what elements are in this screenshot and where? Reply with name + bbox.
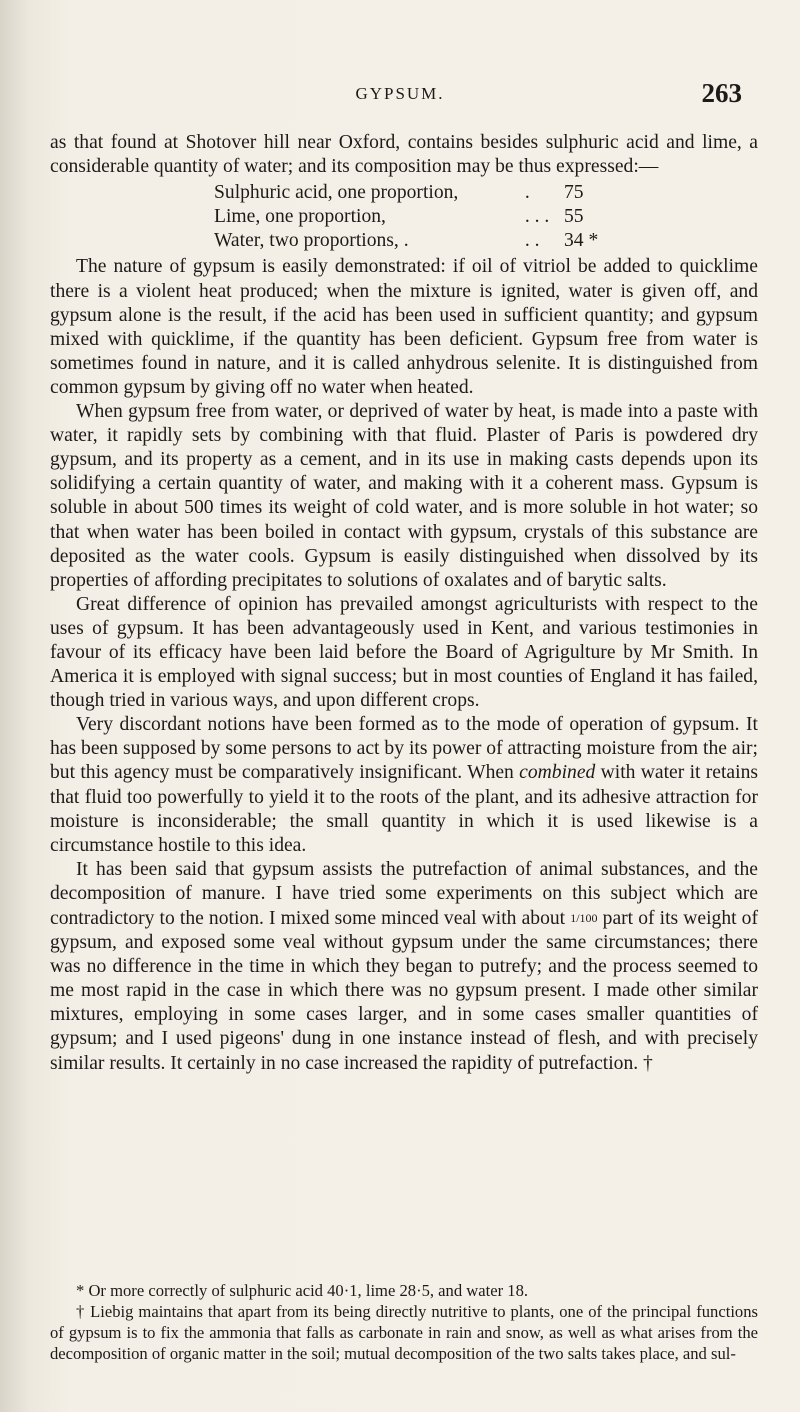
text-span: with water it retains that fluid too powerfully to yield it to the roots of the plant, and its adhesive attraction for moisture is inconsiderable; the small quantity in which it is used likewise is a circumstance hostile to this idea.: [50, 762, 758, 856]
composition-table: [214, 181, 634, 253]
composition-label: Water, two proportions, .: [214, 230, 409, 252]
fraction: 1/100: [570, 911, 598, 925]
composition-dots: .: [524, 182, 530, 204]
paragraph-operation: [50, 713, 758, 858]
composition-label: Sulphuric acid, one proportion,: [214, 182, 459, 204]
paragraph-opinion: Great difference of opinion has prevailed amongst agriculturists with respect to the uses of gypsum. It has been advantageously used in Kent, and various testimonies in favour of its efficacy have been laid before the Board of Agrigulture by Mr Smith. In America it is employed with signal success; but in most counties of England it has failed, though tried in various ways, and upon different crops.: [50, 593, 758, 712]
paragraph-nature: The nature of gypsum is easily demonstrated: if oil of vitriol be added to quicklime there is a violent heat produced; when the mixture is ignited, water is given off, and gypsum alone is the result, if the acid has been used in sufficient quantity; and gypsum mixed with quicklime, if the quantity has been deficient. Gypsum free from water is sometimes found in nature, and it is called anhydrous selenite. It is distinguished from common gypsum by giving off no water when heated.: [50, 256, 758, 398]
composition-row: [214, 205, 634, 229]
composition-row: [214, 181, 634, 205]
text-span: It has been said that gypsum assists the putrefaction of animal substances, and the decomposition of manure. I have tried some experiments on this subject which are contradictory to the notion. I mixed some minced veal with about: [50, 858, 758, 929]
body-text: [50, 131, 758, 1076]
composition-value: 34 *: [564, 230, 599, 252]
composition-label: Lime, one proportion,: [214, 206, 386, 228]
page-header: [0, 78, 800, 118]
composition-row: [214, 229, 634, 253]
composition-dots: . .: [524, 230, 540, 252]
italic-word: combined: [519, 762, 596, 784]
composition-value: 55: [564, 206, 584, 228]
paragraph-plaster: When gypsum free from water, or deprived of water by heat, is made into a paste with water, it rapidly sets by combining with that fluid. Plaster of Paris is powdered dry gypsum, and its property as a cement, and in its use in making casts depends upon its solidifying a certain quantity of water, and making with it a coherent mass. Gypsum is soluble in about 500 times its weight of cold water, and is more soluble in hot water; so that when water has been boiled in contact with gypsum, crystals of this substance are deposited as the water cools. Gypsum is easily distinguished when dissolved by its properties of affording precipitates to solutions of oxalates and of barytic salts.: [50, 401, 758, 591]
footnote-2: † Liebig maintains that apart from its being directly nutritive to plants, one of the principal functions of gypsum is to fix the ammonia that falls as carbonate in rain and snow, as well as what arises from the decomposition of organic matter in the soil; mutual decomposition of the two salts takes place, and sul-: [50, 1302, 758, 1363]
paragraph-putrefaction: [50, 858, 758, 1076]
footnote-1: * Or more correctly of sulphuric acid 40·1, lime 28·5, and water 18.: [76, 1281, 529, 1300]
page-number: 263: [701, 78, 742, 108]
text-span: part of its weight of gypsum, and exposed some veal without gypsum under the same circumstances; there was no difference in the time in which they began to putrefy; and the process seemed to me most rapid in the case in which there was no gypsum present. I made other similar mixtures, employing in some cases larger, and in some cases smaller quantities of gypsum; and I used pigeons' dung in one instance instead of flesh, and with precisely similar results. It certainly in no case increased the rapidity of putrefaction. †: [50, 908, 758, 1074]
running-head: GYPSUM.: [355, 84, 445, 103]
text-span: Very discordant notions have been formed as to the mode of operation of gypsum. It has been supposed by some persons to act by its power of attracting moisture from the air; but this agency must be comparatively insignificant. When: [50, 714, 758, 784]
composition-dots: . . .: [524, 206, 550, 228]
intro-paragraph: as that found at Shotover hill near Oxford, contains besides sulphuric acid and lime, a considerable quantity of water; and its composition may be thus expressed:—: [50, 132, 758, 178]
footnotes: [50, 1280, 758, 1364]
composition-value: 75: [564, 182, 584, 204]
